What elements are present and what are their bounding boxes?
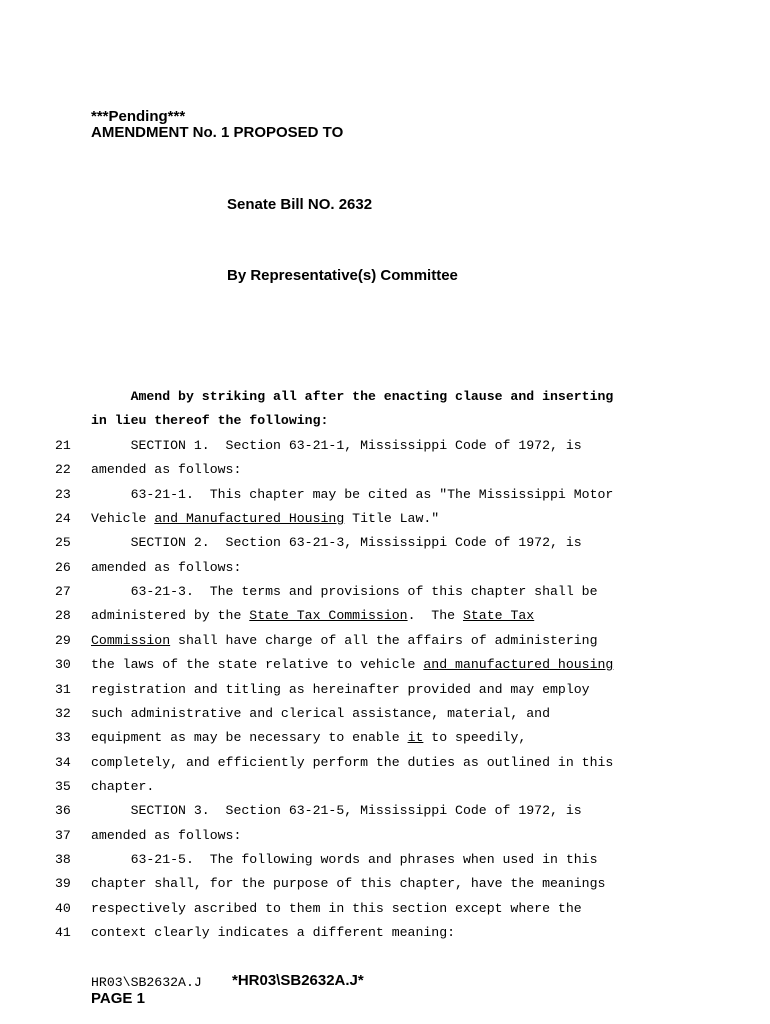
line-text: such administrative and clerical assistance, material, and xyxy=(91,705,550,721)
line-number: 37 xyxy=(55,827,71,843)
line-text: chapter. xyxy=(91,778,155,794)
body-line xyxy=(91,584,597,599)
line-text: Title Law." xyxy=(344,511,440,527)
underlined-insertion: and manufactured housing xyxy=(423,657,614,673)
underlined-insertion: State Tax xyxy=(462,608,535,624)
line-number: 34 xyxy=(55,754,71,770)
body-line xyxy=(91,730,526,745)
line-text: . The xyxy=(407,608,463,624)
line-text: amended as follows: xyxy=(91,462,242,478)
line-number: 38 xyxy=(55,851,71,867)
body-line xyxy=(91,487,613,502)
underlined-insertion: Commission xyxy=(91,632,171,648)
line-text: SECTION 2. Section 63-21-3, Mississippi Code of 1972, is xyxy=(91,535,582,551)
body-line xyxy=(91,657,613,672)
body-line xyxy=(91,560,241,575)
line-number: 21 xyxy=(55,438,71,453)
footer-barcode-text: *HR03\SB2632A.J* xyxy=(232,972,364,989)
line-number: 28 xyxy=(55,608,71,624)
line-text: SECTION 3. Section 63-21-5, Mississippi Code of 1972, is xyxy=(91,803,582,819)
line-number: 24 xyxy=(55,511,71,527)
line-text: registration and titling as hereinafter provided and may employ xyxy=(91,681,590,697)
body-line xyxy=(91,828,241,843)
body-line xyxy=(91,706,550,721)
intro-line-1: Amend by striking all after the enacting clause and inserting xyxy=(91,389,614,404)
body-line xyxy=(91,852,597,867)
line-number: 39 xyxy=(55,876,71,892)
underlined-insertion: and Manufactured Housing xyxy=(154,511,345,527)
body-line xyxy=(91,925,455,940)
footer-file-id: HR03\SB2632A.J xyxy=(91,975,202,990)
amendment-title: AMENDMENT No. 1 PROPOSED TO xyxy=(91,124,344,141)
underlined-insertion: State Tax Commission xyxy=(249,608,408,624)
body-line xyxy=(91,438,582,453)
line-number: 27 xyxy=(55,584,71,600)
line-number: 33 xyxy=(55,730,71,746)
line-text: 63-21-1. This chapter may be cited as "The Mississippi Motor xyxy=(91,486,614,502)
line-text: the laws of the state relative to vehicle xyxy=(91,657,424,673)
line-text: amended as follows: xyxy=(91,827,242,843)
line-text: respectively ascribed to them in this section except where the xyxy=(91,900,582,916)
body-line xyxy=(91,779,154,794)
line-text: 63-21-5. The following words and phrases when used in this xyxy=(91,851,598,867)
line-number: 25 xyxy=(55,535,71,551)
body-line xyxy=(91,901,582,916)
bill-number: Senate Bill NO. 2632 xyxy=(227,196,373,213)
line-text: amended as follows: xyxy=(91,559,242,575)
line-text: shall have charge of all the affairs of administering xyxy=(170,632,598,648)
page-number: PAGE 1 xyxy=(91,990,145,1007)
line-number: 26 xyxy=(55,559,71,575)
body-line xyxy=(91,511,439,526)
line-number: 30 xyxy=(55,657,71,673)
line-text: to speedily, xyxy=(423,730,527,746)
body-line xyxy=(91,608,534,623)
line-number: 36 xyxy=(55,803,71,819)
line-number: 32 xyxy=(55,705,71,721)
line-text: administered by the xyxy=(91,608,250,624)
line-text: context clearly indicates a different meaning: xyxy=(91,925,456,940)
body-line xyxy=(91,462,241,477)
body-line xyxy=(91,633,598,648)
body-line xyxy=(91,535,582,550)
intro-line-2: in lieu thereof the following: xyxy=(91,413,329,428)
line-text: chapter shall, for the purpose of this chapter, have the meanings xyxy=(91,876,606,892)
body-line xyxy=(91,803,582,818)
underlined-insertion: it xyxy=(407,730,424,746)
line-number: 31 xyxy=(55,681,71,697)
line-text: 63-21-3. The terms and provisions of this chapter shall be xyxy=(91,584,598,600)
line-number: 35 xyxy=(55,778,71,794)
body-line xyxy=(91,755,613,770)
line-text: Vehicle xyxy=(91,511,155,527)
line-number: 23 xyxy=(55,486,71,502)
line-text: equipment as may be necessary to enable xyxy=(91,730,408,746)
sponsor-line: By Representative(s) Committee xyxy=(227,267,458,284)
line-text: SECTION 1. Section 63-21-1, Mississippi Code of 1972, is xyxy=(91,438,582,453)
line-text: completely, and efficiently perform the duties as outlined in this xyxy=(91,754,614,770)
body-line xyxy=(91,876,605,891)
line-number: 29 xyxy=(55,632,71,648)
line-number: 22 xyxy=(55,462,71,478)
line-number: 40 xyxy=(55,900,71,916)
body-line xyxy=(91,682,590,697)
line-number: 41 xyxy=(55,925,71,940)
pending-label: ***Pending*** xyxy=(91,108,186,125)
